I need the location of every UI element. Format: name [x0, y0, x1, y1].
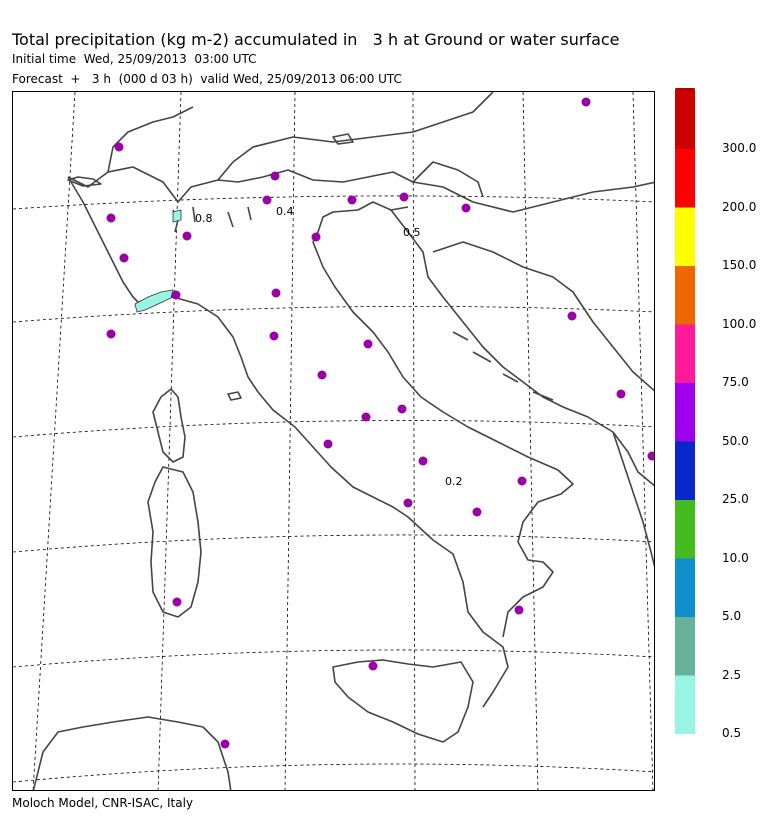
precipitation-map	[12, 91, 655, 791]
station-marker	[263, 196, 272, 205]
colorbar-swatch	[675, 442, 695, 501]
station-marker	[419, 457, 428, 466]
colorbar-swatch	[675, 91, 695, 150]
colorbar-label: 5.0	[722, 609, 742, 623]
coast-italy-west	[143, 297, 508, 707]
station-marker	[120, 254, 129, 263]
coastlines-borders	[33, 92, 655, 791]
station-marker	[617, 390, 626, 399]
graticule-meridian	[633, 92, 653, 791]
colorbar-swatch	[675, 383, 695, 442]
map-canvas	[13, 92, 655, 791]
map-title: Total precipitation (kg m-2) accumulated in 3 h at Ground or water surface	[12, 30, 620, 49]
station-marker	[173, 598, 182, 607]
graticule-parallel	[13, 764, 655, 782]
border-slovenia	[413, 182, 655, 212]
station-marker	[183, 232, 192, 241]
colorbar-swatch	[675, 676, 695, 735]
colorbar-swatch	[675, 500, 695, 559]
station-marker	[648, 452, 656, 461]
station-marker	[518, 477, 527, 486]
colorbar-label: 300.0	[722, 141, 757, 155]
coast-tunisia	[33, 717, 231, 791]
forecast-validity-text: Forecast + 3 h (000 d 03 h) valid Wed, 25/09/2013 06:00 UTC	[12, 72, 402, 86]
station-marker	[221, 740, 230, 749]
station-marker	[404, 499, 413, 508]
coast-corsica	[153, 389, 185, 462]
colorbar-label: 75.0	[722, 375, 749, 389]
graticule-meridian	[158, 92, 181, 791]
station-marker	[462, 204, 471, 213]
coast-elba	[228, 392, 241, 400]
colorbar-label: 100.0	[722, 316, 757, 331]
station-marker	[107, 330, 116, 339]
colorbar-label: 2.5	[722, 667, 742, 682]
station-marker	[270, 332, 279, 341]
graticule	[13, 92, 655, 791]
colorbar-swatch	[675, 266, 695, 325]
graticule-parallel	[13, 306, 655, 322]
colorbar-swatches	[673, 88, 703, 748]
coast-lake-bodensee	[333, 134, 353, 144]
colorbar-swatch	[675, 559, 695, 618]
contour-label: 0.2	[445, 475, 463, 488]
station-marker	[398, 405, 407, 414]
colorbar-label: 150.0	[722, 258, 757, 272]
colorbar	[673, 88, 760, 748]
station-marker	[107, 214, 116, 223]
border-austria	[218, 92, 493, 180]
graticule-parallel	[13, 196, 655, 209]
border-balkans	[433, 242, 655, 392]
coast-adriatic-east	[391, 210, 655, 487]
graticule-meridian	[523, 92, 538, 791]
colorbar-swatch	[675, 208, 695, 267]
station-marker	[400, 193, 409, 202]
precip-patch	[135, 290, 173, 312]
contour-label: 0.4	[276, 205, 294, 218]
station-marker	[364, 340, 373, 349]
station-marker	[312, 233, 321, 242]
graticule-parallel	[13, 535, 655, 552]
station-marker	[115, 143, 124, 152]
contour-label: 0.5	[403, 226, 421, 239]
graticule-meridian	[33, 92, 75, 791]
colorbar-swatch	[675, 617, 695, 676]
colorbar-swatch	[675, 325, 695, 384]
colorbar-label: 50.0	[722, 433, 749, 448]
station-marker	[582, 98, 591, 107]
station-marker	[272, 289, 281, 298]
precip-patch	[173, 210, 181, 222]
graticule-parallel	[13, 420, 655, 437]
coast-italy-east	[313, 242, 573, 637]
station-marker	[362, 413, 371, 422]
coast-po-delta	[313, 202, 408, 242]
station-marker	[348, 196, 357, 205]
station-marker	[473, 508, 482, 517]
graticule-meridian	[413, 92, 415, 791]
colorbar-label: 10.0	[722, 550, 749, 565]
colorbar-label: 200.0	[722, 199, 757, 214]
model-credit: Moloch Model, CNR-ISAC, Italy	[12, 796, 194, 810]
station-marker	[271, 172, 280, 181]
station-marker	[515, 606, 524, 615]
colorbar-overflow-arrow	[675, 88, 695, 91]
station-marker	[318, 371, 327, 380]
graticule-parallel	[13, 650, 655, 667]
contour-label: 0.8	[195, 212, 213, 225]
initial-time-text: Initial time Wed, 25/09/2013 03:00 UTC	[12, 52, 257, 66]
colorbar-swatch	[675, 149, 695, 208]
station-marker	[369, 662, 378, 671]
coast-sicily	[333, 660, 473, 742]
colorbar-label: 0.5	[722, 726, 742, 740]
station-marker	[324, 440, 333, 449]
coast-sardinia	[148, 467, 201, 617]
border-france-italy	[68, 177, 143, 307]
station-marker	[172, 291, 181, 300]
colorbar-label: 25.0	[722, 492, 749, 506]
station-marker	[568, 312, 577, 321]
